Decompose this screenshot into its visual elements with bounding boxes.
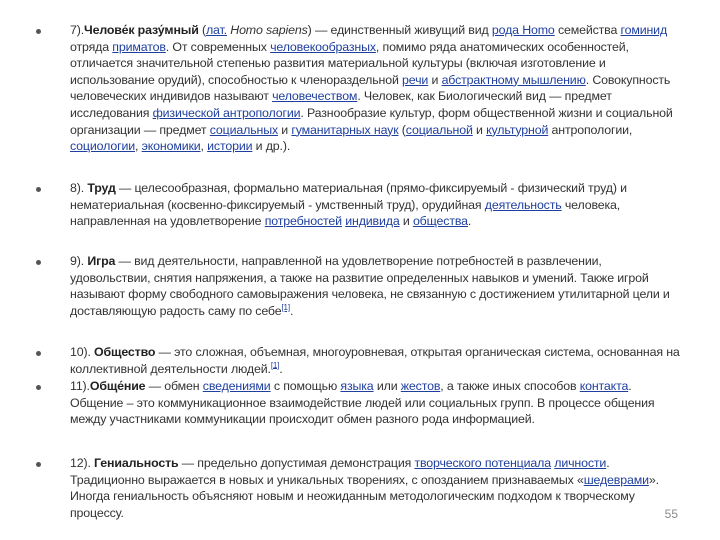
text-run: , а также иных способов bbox=[440, 379, 580, 393]
link[interactable]: гоминид bbox=[620, 23, 668, 37]
text-run: и bbox=[472, 122, 487, 137]
paragraph-homo-sapiens bbox=[70, 22, 682, 155]
link[interactable]: человечеством bbox=[272, 89, 358, 104]
term-heading: Игра bbox=[87, 254, 116, 268]
text-run: ( bbox=[398, 122, 406, 137]
text-run: 12). bbox=[70, 456, 95, 470]
link[interactable]: абстрактному мышлению bbox=[441, 72, 586, 87]
text-run: антропологии, bbox=[548, 122, 633, 137]
text-run: — это сложная, объемная, многоуровневая, открытая органическая система, основанная на коллективной деятельности людей. bbox=[70, 345, 680, 376]
text-run: — предельно допустимая демонстрация bbox=[178, 456, 415, 470]
text-run: . Человек, как Биологический вид — предмет исследования bbox=[70, 89, 612, 120]
text-run: . bbox=[289, 303, 294, 318]
text-run: человека, направленная на удовлетворение bbox=[70, 197, 621, 229]
link[interactable]: шедеврами bbox=[583, 472, 649, 487]
footnote-link[interactable]: [1] bbox=[281, 302, 290, 312]
link[interactable]: индивида bbox=[345, 214, 400, 229]
text-run: с помощью bbox=[270, 379, 341, 393]
text-run: ) — единственный живущий вид bbox=[307, 23, 492, 37]
link[interactable]: социальных bbox=[209, 122, 279, 137]
text-run: и bbox=[399, 214, 413, 229]
term-heading: Труд bbox=[87, 181, 116, 195]
link[interactable]: физической антропологии bbox=[152, 105, 301, 120]
link[interactable]: социологии bbox=[70, 139, 135, 154]
text-run: . Совокупность человеческих индивидов называют bbox=[70, 72, 671, 104]
text-run: , bbox=[200, 139, 208, 154]
link[interactable]: приматов bbox=[112, 39, 166, 54]
text-run: — обмен bbox=[145, 379, 203, 393]
text-run: 10). bbox=[70, 345, 95, 359]
text-run: — целесообразная, формально материальная (прямо-фиксируемый - физический труд) и нематериальная (косвенно-фиксируемый - умственный труд), орудийная bbox=[70, 181, 627, 212]
text-run: ( bbox=[198, 23, 206, 37]
term-heading: Гениальность bbox=[94, 456, 179, 470]
link[interactable]: истории bbox=[207, 139, 253, 154]
bullet-icon bbox=[36, 29, 41, 34]
text-run: . Общение – это коммуникационное взаимодействие людей или социальных групп. В процессе общения между участниками коммуникации происходит обмен разного рода информацией. bbox=[70, 379, 655, 427]
footnote-ref bbox=[271, 360, 279, 369]
text-run: и bbox=[278, 122, 292, 137]
page-number: 55 bbox=[664, 507, 678, 521]
link[interactable]: личности bbox=[554, 456, 607, 470]
bullet-icon bbox=[36, 260, 41, 265]
term-heading: Общество bbox=[94, 345, 156, 359]
text-run: 7). bbox=[70, 23, 85, 37]
text-run: . bbox=[467, 214, 472, 229]
text-run: , bbox=[135, 139, 142, 154]
paragraph-labor bbox=[70, 180, 682, 230]
text-run: , помимо ряда анатомических особенностей, отличается значительной степенью развития материальной культуры (включая изготовление и использование орудий), способностью к членораздельной bbox=[70, 39, 629, 87]
latin-term: Homo sapiens bbox=[230, 23, 308, 37]
bullet-icon bbox=[36, 462, 41, 467]
bullet-icon bbox=[36, 385, 41, 390]
link[interactable]: контакта bbox=[579, 379, 629, 393]
text-run: . Традиционно выражается в новых и уникальных творениях, с опозданием признаваемых « bbox=[70, 456, 610, 487]
text-run: семейства bbox=[554, 23, 621, 37]
link[interactable]: человекообразных bbox=[270, 39, 376, 54]
text-run: и др.). bbox=[252, 139, 291, 154]
link[interactable]: культурной bbox=[486, 122, 549, 137]
text-run: . От современных bbox=[165, 39, 271, 54]
link[interactable]: потребностей bbox=[264, 214, 342, 229]
footnote-ref bbox=[281, 303, 289, 312]
link[interactable]: общества bbox=[412, 214, 468, 229]
text-run: . Разнообразие культур, форм общественной жизни и социальной организации — предмет bbox=[70, 105, 673, 137]
text-run: ». Иногда гениальность объясняют новым и неожиданным методологическим подходом к творческому процессу. bbox=[70, 472, 659, 520]
link[interactable]: речи bbox=[402, 72, 429, 87]
paragraph-society bbox=[70, 344, 682, 377]
term-heading: Челове́к разу́мный bbox=[84, 23, 199, 37]
link[interactable]: лат. bbox=[205, 23, 227, 37]
text-run: 9). bbox=[70, 254, 88, 268]
link[interactable]: гуманитарных наук bbox=[291, 122, 399, 137]
paragraph-genius bbox=[70, 455, 682, 521]
link[interactable]: рода Homo bbox=[491, 23, 555, 37]
link[interactable]: сведениями bbox=[202, 379, 271, 393]
paragraph-game bbox=[70, 253, 682, 319]
term-heading: Обще́ние bbox=[89, 379, 146, 393]
bullet-icon bbox=[36, 187, 41, 192]
link[interactable]: творческого потенциала bbox=[414, 456, 551, 470]
text-run: и bbox=[428, 72, 442, 87]
text-run: — вид деятельности, направленной на удовлетворение потребностей в развлечении, удовольствии, снятия напряжения, а также на развитие определенных навыков и умений. Также игрой называют форму свободного самовыражения человека, не связанную с достижением утилитарной цели и доставляющую радость саму по себе bbox=[70, 254, 670, 318]
link[interactable]: социальной bbox=[405, 122, 473, 137]
paragraph-communication bbox=[70, 378, 682, 428]
link[interactable]: деятельность bbox=[484, 197, 562, 212]
link[interactable]: жестов bbox=[400, 379, 441, 393]
text-run: . bbox=[279, 361, 283, 376]
link[interactable]: языка bbox=[340, 379, 374, 393]
text-run: отряда bbox=[70, 39, 113, 54]
link[interactable]: экономики bbox=[141, 139, 201, 154]
text-run: или bbox=[373, 379, 401, 393]
text-run: 8). bbox=[70, 181, 88, 195]
bullet-icon bbox=[36, 351, 41, 356]
footnote-link[interactable]: [1] bbox=[270, 360, 280, 370]
text-run: 11). bbox=[70, 379, 90, 393]
